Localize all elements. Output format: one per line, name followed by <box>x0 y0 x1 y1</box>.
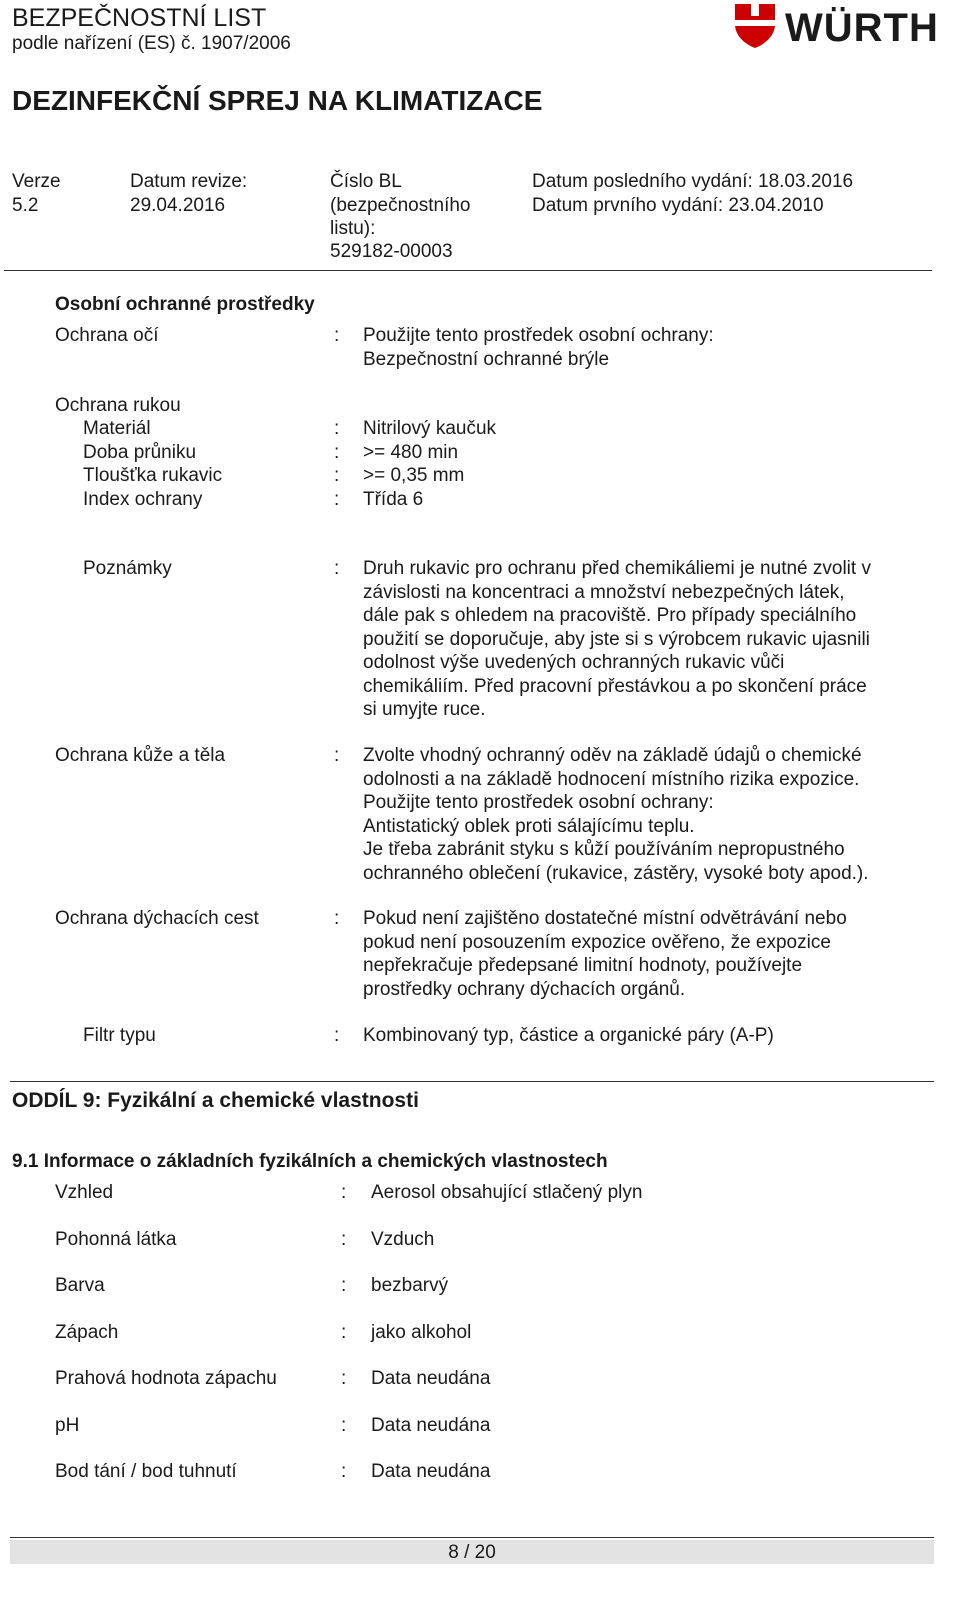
colon: : <box>341 1461 347 1482</box>
hand-row-value: >= 0,35 mm <box>363 465 465 486</box>
hand-row-value: >= 480 min <box>363 442 459 463</box>
notes-line: Druh rukavic pro ochranu před chemikáliemi je nutné zvolit v <box>363 558 871 579</box>
notes-text <box>363 557 871 722</box>
section-divider <box>10 1081 934 1082</box>
revision-label: Datum revize: <box>130 171 248 192</box>
last-issue-date: Datum posledního vydání: 18.03.2016 <box>532 171 854 192</box>
wurth-logo-icon <box>733 2 777 50</box>
hand-row-label: Tloušťka rukavic <box>83 465 223 486</box>
colon: : <box>334 558 340 579</box>
notes-line: odolnost výše uvedených ochranných rukavic vůči <box>363 652 785 673</box>
notes-line: dále pak s ohledem na pracoviště. Pro případy speciálního <box>363 605 857 626</box>
hand-row-value: Třída 6 <box>363 489 424 510</box>
notes-line: závislosti na koncentraci a množství nebezpečných látek, <box>363 581 845 603</box>
colon: : <box>334 489 340 510</box>
revision-value: 29.04.2016 <box>130 195 226 216</box>
property-value: Vzduch <box>371 1229 435 1250</box>
skin-line: Zvolte vhodný ochranný oděv na základě údajů o chemické <box>363 745 862 766</box>
skin-line: odolnosti a na základě hodnocení místního rizika expozice. <box>363 768 860 790</box>
logo-text: WÜRTH <box>785 6 939 50</box>
notes-label: Poznámky <box>83 558 172 579</box>
colon: : <box>334 325 340 346</box>
property-label: Pohonná látka <box>55 1229 177 1250</box>
respiratory-protection-text <box>363 907 847 1001</box>
footer-bar <box>10 1540 934 1564</box>
sds-label-2: (bezpečnostního <box>330 195 471 216</box>
skin-line: Je třeba zabránit styku s kůží používáním nepropustného <box>363 839 845 860</box>
filter-label: Filtr typu <box>83 1025 156 1046</box>
colon: : <box>341 1229 347 1250</box>
product-name: DEZINFEKČNÍ SPREJ NA KLIMATIZACE <box>12 85 543 116</box>
property-label: Barva <box>55 1275 105 1296</box>
section-9-title: ODDÍL 9: Fyzikální a chemické vlastnosti <box>12 1089 419 1112</box>
respiratory-protection-label: Ochrana dýchacích cest <box>55 908 259 929</box>
sds-label-3: listu): <box>330 218 376 239</box>
colon: : <box>334 908 340 929</box>
property-label: Vzhled <box>55 1182 114 1203</box>
wurth-logo <box>733 2 955 52</box>
skin-protection-label: Ochrana kůže a těla <box>55 745 226 766</box>
colon: : <box>341 1322 347 1343</box>
colon: : <box>334 442 340 463</box>
eye-protection-value-1: Použijte tento prostředek osobní ochrany: <box>363 325 714 346</box>
header-divider <box>4 270 932 271</box>
hand-protection-label: Ochrana rukou <box>55 395 181 416</box>
property-value: Data neudána <box>371 1415 491 1436</box>
property-value: Data neudána <box>371 1461 491 1482</box>
colon: : <box>341 1182 347 1203</box>
skin-protection-text <box>363 744 869 885</box>
colon: : <box>334 745 340 766</box>
resp-line: nepřekračuje předepsané limitní hodnoty, používejte <box>363 955 803 976</box>
property-value: bezbarvý <box>371 1275 449 1296</box>
hand-row-label: Materiál <box>83 418 151 439</box>
colon: : <box>341 1368 347 1389</box>
eye-protection-label: Ochrana očí <box>55 325 159 346</box>
property-value: jako alkohol <box>371 1322 472 1343</box>
skin-line: ochranného oblečení (rukavice, zástěry, vysoké boty apod.). <box>363 862 869 884</box>
ppe-title: Osobní ochranné prostředky <box>55 294 315 315</box>
colon: : <box>341 1415 347 1436</box>
resp-line: pokud není posouzením expozice ověřeno, že expozice <box>363 931 831 953</box>
notes-line: chemikáliím. Před pracovní přestávkou a po skončení práce <box>363 675 867 697</box>
document-title: BEZPEČNOSTNÍ LIST <box>12 4 267 32</box>
version-label: Verze <box>12 171 61 192</box>
hand-row-label: Doba průniku <box>83 442 197 463</box>
sds-value: 529182-00003 <box>330 241 453 262</box>
section-9-1-subtitle: 9.1 Informace o základních fyzikálních a chemických vlastnostech <box>12 1151 608 1172</box>
property-label: pH <box>55 1415 80 1436</box>
filter-value: Kombinovaný typ, částice a organické páry (A-P) <box>363 1025 774 1046</box>
eye-protection-value-2: Bezpečnostní ochranné brýle <box>363 348 610 370</box>
property-value: Aerosol obsahující stlačený plyn <box>371 1182 643 1203</box>
first-issue-date: Datum prvního vydání: 23.04.2010 <box>532 195 824 216</box>
colon: : <box>334 465 340 486</box>
colon: : <box>334 1025 340 1046</box>
colon: : <box>341 1275 347 1296</box>
property-label: Prahová hodnota zápachu <box>55 1368 277 1389</box>
page-number: 8 / 20 <box>448 1542 496 1563</box>
hand-row-value: Nitrilový kaučuk <box>363 418 497 439</box>
colon: : <box>334 418 340 439</box>
sds-label-1: Číslo BL <box>330 171 402 192</box>
property-label: Zápach <box>55 1322 119 1343</box>
hand-row-label: Index ochrany <box>83 489 203 510</box>
property-value: Data neudána <box>371 1368 491 1389</box>
notes-line: použití se doporučuje, aby jste si s výrobcem rukavic ujasnili <box>363 628 870 650</box>
skin-line: Antistatický oblek proti sálajícímu teplu. <box>363 815 695 837</box>
notes-line: si umyjte ruce. <box>363 699 486 720</box>
skin-line: Použijte tento prostředek osobní ochrany: <box>363 792 714 813</box>
resp-line: prostředky ochrany dýchacích orgánů. <box>363 978 686 1000</box>
resp-line: Pokud není zajištěno dostatečné místní odvětrávání nebo <box>363 908 847 929</box>
property-label: Bod tání / bod tuhnutí <box>55 1461 237 1482</box>
footer-divider <box>10 1537 934 1538</box>
version-value: 5.2 <box>12 195 39 216</box>
regulation-text: podle nařízení (ES) č. 1907/2006 <box>12 33 291 54</box>
